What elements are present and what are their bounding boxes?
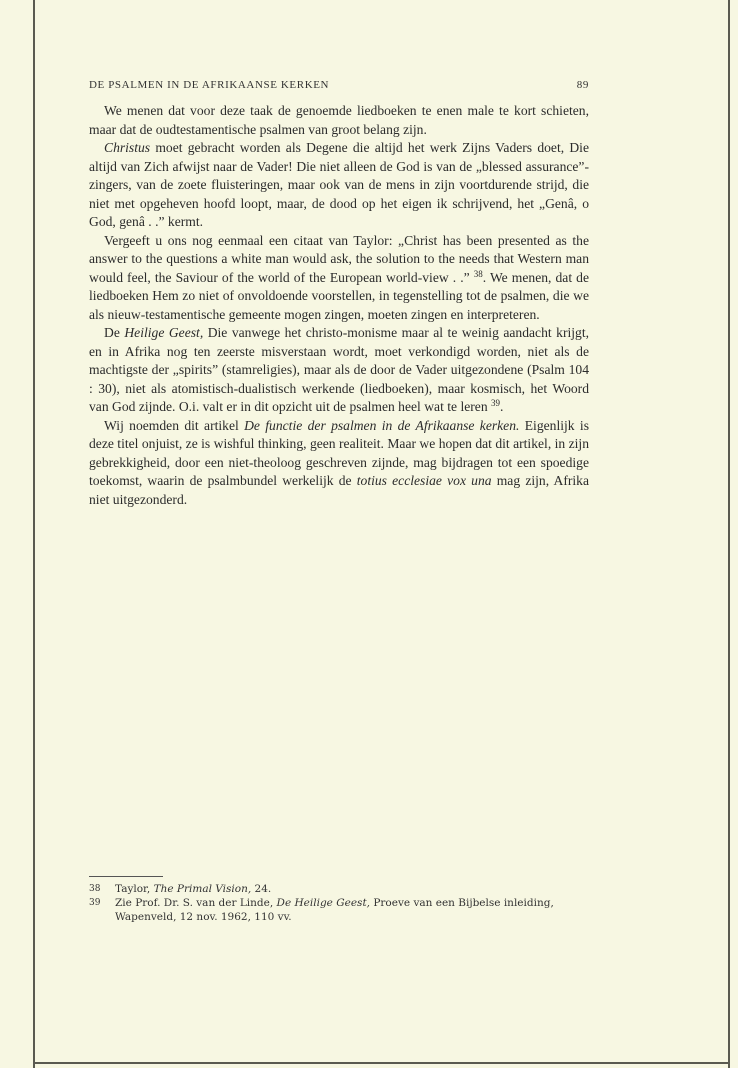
- running-head-title: DE PSALMEN IN DE AFRIKAANSE KERKEN: [89, 79, 330, 91]
- paragraph-4-text-a: De: [104, 325, 125, 340]
- paragraph-1-text: We menen dat voor deze taak de genoemde liedboeken te enen male te kort schieten, maar dat de oudtestamentische psalmen van groot belang zijn.: [89, 103, 589, 137]
- footnote-title: De Heilige Geest,: [276, 897, 370, 909]
- paragraph-5-italic-latin: totius ecclesiae vox una: [356, 473, 492, 488]
- footnote-text-pre: Taylor,: [115, 883, 154, 895]
- paragraph-5: [89, 417, 589, 510]
- paragraph-5-text-b: Eigenlijk is deze titel onjuist, ze is wishful thinking, geen realiteit. Maar we hopen dat dit artikel, in zijn gebrekkigheid, door een niet-theoloog geschreven zijnde, mag bijdragen tot een spoedige toekomst, waarin de psalmbundel werkelijk de: [89, 417, 589, 488]
- footnote-39: [89, 896, 589, 924]
- body-text: [89, 102, 589, 509]
- paragraph-2-lead: Christus: [104, 140, 151, 155]
- page-edge-right: [728, 0, 730, 1068]
- paragraph-5-text-c: mag zijn, Afrika niet uitgezonderd.: [89, 473, 589, 507]
- paragraph-3-text-a: Vergeeft u ons nog eenmaal een citaat van Taylor: „Christ has been presented as the answer to the questions a white man would ask, the solution to the needs that Western man would feel, the Saviour of the world of the European world-view . .”: [89, 232, 589, 285]
- footnote-text-post: Proeve van een Bijbelse inleiding, Wapenveld, 12 nov. 1962, 110 vv.: [115, 897, 554, 923]
- footnote-rule: [89, 876, 163, 877]
- paragraph-2-text: moet gebracht worden als Degene die altijd het werk Zijns Vaders doet, Die altijd van Zich afwijst naar de Vader! Die niet alleen de God is van de „blessed assurance”-zingers, van de zoete fluisteringen, maar ook van de mens in zijn voortdurende strijd, die niet met opgeheven hoofd loopt, maar, de dood op het eigen ik schrijvend, het „Genâ, o God, genâ . .” kermt.: [89, 140, 589, 229]
- paragraph-5-text-a: Wij noemden dit artikel: [104, 417, 245, 433]
- footnote-title: The Primal Vision,: [153, 883, 252, 895]
- page-number: 89: [576, 79, 589, 91]
- footnote-number: 38: [89, 884, 101, 894]
- footnote-text-pre: Zie Prof. Dr. S. van der Linde,: [115, 897, 277, 909]
- footnote-number: 39: [89, 898, 101, 908]
- page-edge-bottom: [33, 1062, 730, 1064]
- paragraph-4: [89, 324, 589, 417]
- paragraph-2: [89, 139, 589, 232]
- footnotes: [89, 882, 589, 924]
- paragraph-4-text-c: .: [500, 399, 504, 414]
- paragraph-5-italic-title: De functie der psalmen in de Afrikaanse kerken.: [244, 417, 520, 433]
- footnote-38: [89, 882, 589, 896]
- footnote-ref-39[interactable]: 39: [491, 398, 501, 408]
- footnote-ref-38[interactable]: 38: [473, 268, 483, 279]
- paragraph-4-text-b: Die vanwege het christo-monisme maar al te weinig aandacht krijgt, en in Afrika nog ten zeerste misverstaan wordt, moet verkondigd worden, niet als de machtigste der „spirits” (stamreligies), maar als de door de Vader uitgezondene (Psalm 104 : 30), niet als atomistisch-dualistisch werkende (liedboeken), maar kosmisch, het Woord van God zijnde. O.i. valt er in dit opzicht uit de psalmen heel wat te leren: [89, 325, 589, 414]
- paragraph-3: [89, 232, 589, 325]
- page-edge-left: [33, 0, 35, 1068]
- paragraph-3-text-b: . We menen, dat de liedboeken Hem zo niet of onvoldoende voorstellen, in tegenstelling tot de psalmen, die we als nieuw-testamentische gemeente mogen zingen, moeten zingen en interpreteren.: [89, 269, 589, 322]
- paragraph-4-italic: Heilige Geest,: [124, 325, 204, 340]
- footnote-text-post: 24.: [251, 883, 272, 895]
- paragraph-1: [89, 102, 589, 139]
